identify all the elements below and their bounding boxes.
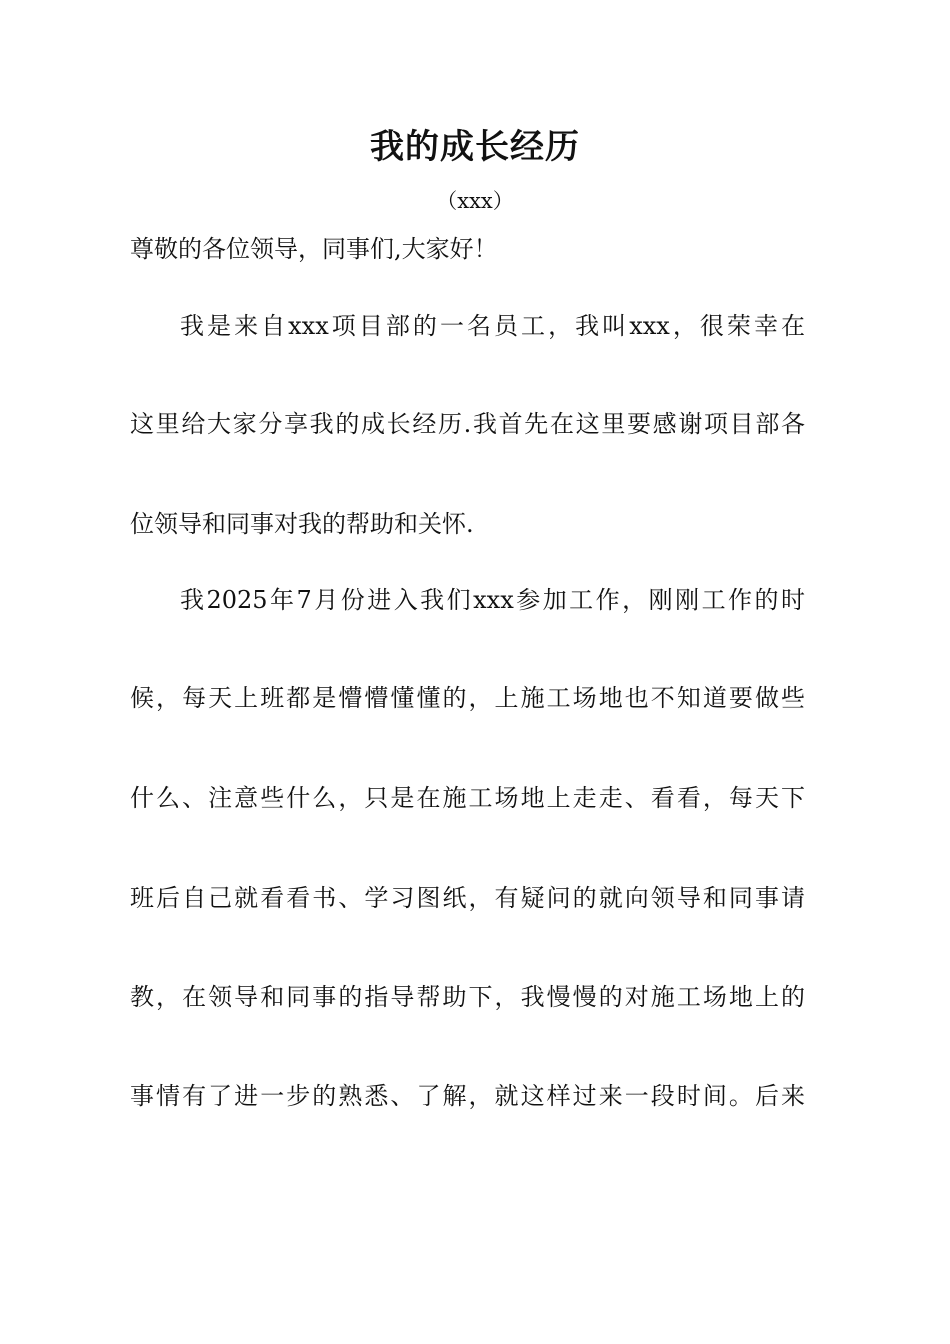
paragraph-line: 教，在领导和同事的指导帮助下，我慢慢的对施工场地上的 bbox=[130, 983, 805, 1011]
paragraph-line: 位领导和同事对我的帮助和关怀. bbox=[130, 510, 474, 538]
paragraph-line: 我是来自xxx项目部的一名员工，我叫xxx，很荣幸在 bbox=[180, 312, 805, 340]
author-line: （xxx） bbox=[436, 189, 514, 213]
paragraph-line: 候，每天上班都是懵懵懂懂的，上施工场地也不知道要做些 bbox=[130, 684, 805, 712]
paragraph-line: 班后自己就看看书、学习图纸，有疑问的就向领导和同事请 bbox=[130, 884, 805, 912]
document-title: 我的成长经历 bbox=[370, 127, 580, 167]
paragraph-line: 事情有了进一步的熟悉、了解，就这样过来一段时间。后来 bbox=[130, 1082, 805, 1110]
paragraph-line: 我2025年7月份进入我们xxx参加工作，刚刚工作的时 bbox=[180, 586, 805, 614]
greeting-line: 尊敬的各位领导，同事们,大家好！ bbox=[130, 235, 498, 263]
paragraph-line: 什么、注意些什么，只是在施工场地上走走、看看，每天下 bbox=[130, 784, 805, 812]
paragraph-line: 这里给大家分享我的成长经历.我首先在这里要感谢项目部各 bbox=[130, 410, 805, 438]
